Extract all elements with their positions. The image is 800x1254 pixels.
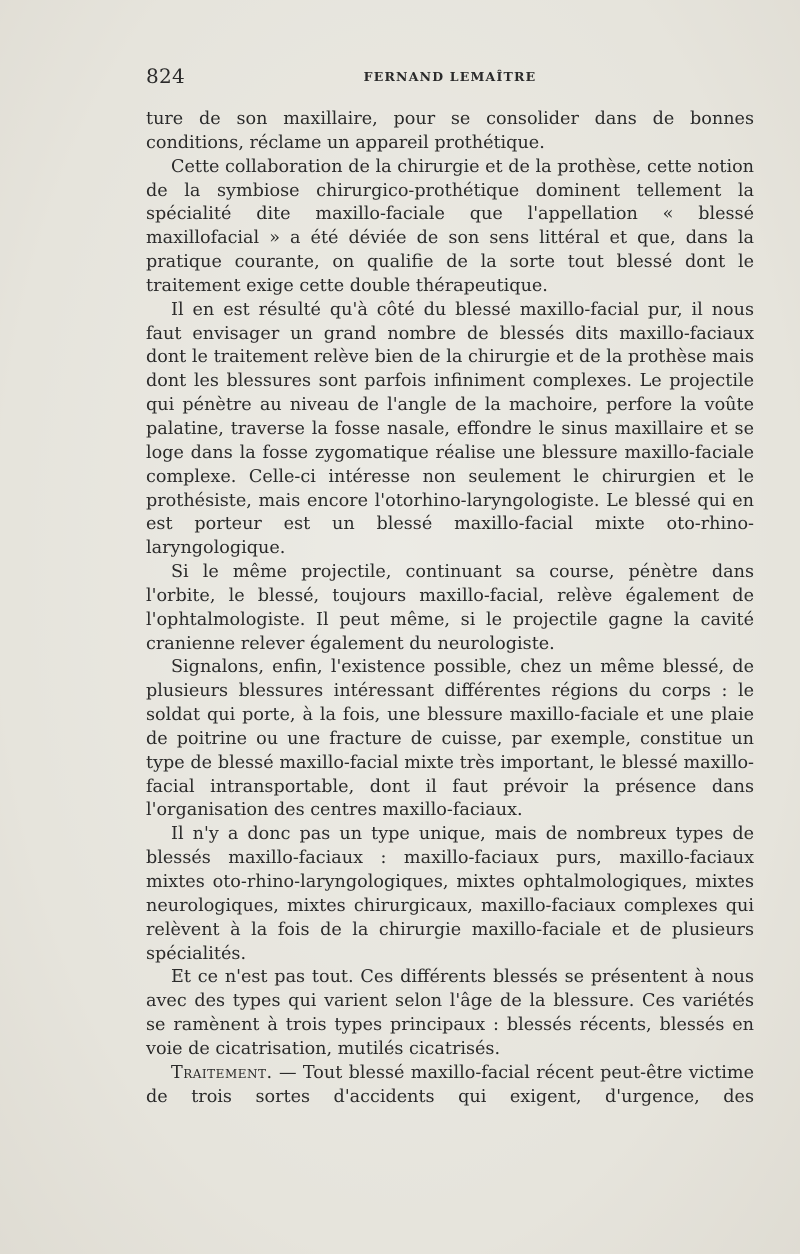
page-header xyxy=(146,64,754,88)
section-lead: Traitement. xyxy=(171,1062,273,1083)
paragraph-6: Il n'y a donc pas un type unique, mais de nombreux types de blessés maxillo-faciaux : maxillo-faciaux purs, maxillo-faciaux mixtes oto-rhino-laryngologiques, mixtes ophtalmologiques, mixtes neurologiques, mixtes chirurgicaux, maxillo-faciaux complexes qui relèvent à la fois de la chirurgie maxillo-faciale et de plusieurs spécialités. xyxy=(146,824,754,964)
running-head: FERNAND LEMAÎTRE xyxy=(363,69,537,84)
paragraph-8 xyxy=(146,1062,754,1110)
paragraph-2: Cette collaboration de la chirurgie et de la prothèse, cette notion de la symbiose chirurgico-prothétique dominent tellement la spécialité dite maxillo-faciale que l'appellation « blessé maxillofacial » a été déviée de son sens littéral et que, dans la pratique courante, on qualifie de la sorte tout blessé dont le traitement exige cette double thérapeutique. xyxy=(146,156,754,296)
paragraph-8-text: — Tout blessé maxillo-facial récent peut-être victime de trois sortes d'accidents qui exigent, d'urgence, des xyxy=(146,1062,754,1107)
paragraph-5: Signalons, enfin, l'existence possible, chez un même blessé, de plusieurs blessures intéressant différentes régions du corps : le soldat qui porte, à la fois, une blessure maxillo-faciale et une plaie de poitrine ou une fracture de cuisse, par exemple, constitue un type de blessé maxillo-facial mixte très important, le blessé maxillo-facial intransportable, dont il faut prévoir la présence dans l'organisation des centres maxillo-faciaux. xyxy=(146,657,754,821)
paragraph-3: Il en est résulté qu'à côté du blessé maxillo-facial pur, il nous faut envisager un grand nombre de blessés dits maxillo-faciaux dont le traitement relève bien de la chirurgie et de la prothèse mais dont les blessures sont parfois infiniment complexes. Le projectile qui pénètre au niveau de l'angle de la machoire, perfore la voûte palatine, traverse la fosse nasale, effondre le sinus maxillaire et se loge dans la fosse zygomatique réalise une blessure maxillo-faciale complexe. Celle-ci intéresse non seulement le chirurgien et le prothésiste, mais encore l'otorhino-laryngologiste. Le blessé qui en est porteur est un blessé maxillo-facial mixte oto-rhino-laryngologique. xyxy=(146,299,754,559)
page-number: 824 xyxy=(146,64,186,88)
body-text xyxy=(146,108,754,1109)
paragraph-1: ture de son maxillaire, pour se consolider dans de bonnes conditions, réclame un appareil prothétique. xyxy=(146,109,754,153)
paragraph-7: Et ce n'est pas tout. Ces différents blessés se présentent à nous avec des types qui varient selon l'âge de la blessure. Ces variétés se ramènent à trois types principaux : blessés récents, blessés en voie de cicatrisation, mutilés cicatrisés. xyxy=(146,967,754,1059)
paragraph-4: Si le même projectile, continuant sa course, pénètre dans l'orbite, le blessé, toujours maxillo-facial, relève également de l'ophtalmologiste. Il peut même, si le projectile gagne la cavité cranienne relever également du neurologiste. xyxy=(146,562,754,654)
